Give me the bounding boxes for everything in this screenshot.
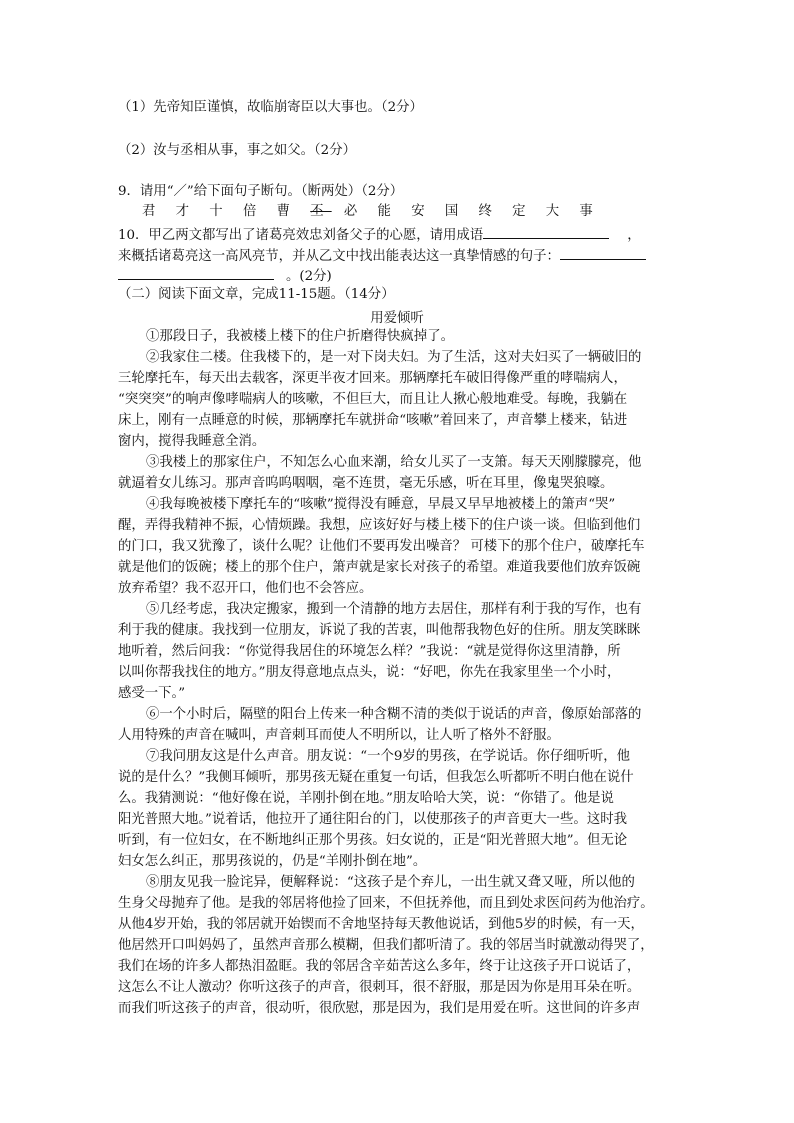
article-line: 的门口，我又犹豫了，谈什么呢？让他们不要再发出噪音？ 可楼下的那个住户，破摩托车: [118, 539, 645, 554]
question-10-text-c: 。(2分): [286, 269, 332, 284]
article-line: 这怎么不让人激动？你听这孩子的声音，很刺耳，很不舒服，那是因为你是用耳朵在听。: [118, 980, 641, 995]
article-line: 感受一下。”: [118, 686, 186, 701]
article-line: 醒，弄得我精神不振，心情烦躁。我想，应该好好与楼上楼下的住户谈一谈。但临到他们: [118, 518, 641, 533]
sentence-part-2: 必 能 安 国 终 定 大 事: [343, 204, 601, 219]
article-line: 利于我的健康。我找到一位朋友，诉说了我的苦衷，叫他帮我物色好的住所。朋友笑眯眯: [118, 623, 641, 638]
article-line: 窗内，搅得我睡意全消。: [118, 434, 266, 449]
question-10-line-1: [118, 224, 641, 245]
article-line: 就逼着女儿练习。那声音呜呜咽咽，毫不连贯，毫无乐感，听在耳里，像鬼哭狼嚎。: [118, 476, 614, 491]
article-line: 生身父母抛弃了他。是我的邻居将他捡了回来，不但抚养他，而且到处求医问药为他治疗。: [118, 896, 654, 911]
article-line: 说的是什么？”我侧耳倾听，那男孩无疑在重复一句话，但我怎么听都听不明白他在说什: [118, 770, 634, 785]
article-title: 用爱倾听: [370, 311, 424, 326]
question-10-text-a: 10．甲乙两文都写出了诸葛亮效忠刘备父子的心愿，请用成语: [118, 228, 484, 243]
article-line: 床上，刚有一点睡意的时候，那辆摩托车就拼命“咳嗽”着回来了，声音攀上楼来，钻进: [118, 413, 628, 428]
section-2-heading: （二）阅读下面文章，完成11-15题。（14分）: [118, 287, 395, 302]
question-9: 9．请用“／”给下面句子断句。（断两处）（2分）: [118, 184, 404, 199]
article-line: 听到，有一位妇女，在不断地纠正那个男孩。妇女说的，正是“阳光普照大地”。但无论: [118, 833, 628, 848]
article-line: 么。我猜测说：“他好像在说，羊刚扑倒在地。”朋友哈哈大笑，说：“你错了。他是说: [118, 791, 614, 806]
article-line: 妇女怎么纠正，那男孩说的，仍是“羊刚扑倒在地”。: [118, 854, 427, 869]
question-9-sentence: [142, 203, 601, 221]
article-line: ⑤几经考虑，我决定搬家，搬到一个清静的地方去居住，那样有利于我的写作，也有: [146, 602, 642, 617]
article-line: ④我每晚被楼下摩托车的“咳嗽”搅得没有睡意，早晨又早早地被楼上的箫声“哭”: [146, 497, 616, 512]
article-line: 他居然开口叫妈妈了，虽然声音那么模糊，但我们都听清了。我的邻居当时就激动得哭了，: [118, 938, 654, 953]
article-line: ③我楼上的那家住户，不知怎么心血来潮，给女儿买了一支箫。每天天刚朦朦亮，他: [146, 455, 642, 470]
article-line: “突突突”的响声像哮喘病人的咳嗽，不但巨大，而且让人揪心般地难受。每晚，我躺在: [118, 392, 628, 407]
article-line: 从他4岁开始，我的邻居就开始锲而不舍地坚持每天教他说话，到他5岁的时候，有一天，: [118, 917, 644, 932]
question-10-comma: ，: [627, 228, 641, 243]
question-10-line-3: [118, 265, 332, 286]
sentence-part-1: 君 才 十 倍 曹: [142, 204, 298, 219]
article-line: ⑥一个小时后，隔壁的阳台上传来一种含糊不清的类似于说话的声音，像原始部落的: [146, 707, 642, 722]
article-line: 放弃希望？我不忍开口，他们也不会答应。: [118, 581, 373, 596]
article-line: 而我们听这孩子的声音，很动听，很欣慰，那是因为，我们是用爱在听。这世间的许多声: [118, 1001, 641, 1016]
article-line: 以叫你帮我找住的地方。”朋友得意地点点头，说：“好吧，你先在我家里坐一个小时，: [118, 665, 621, 680]
article-line: ⑧朋友见我一脸诧异，便解释说：“这孩子是个弃儿，一出生就又聋又哑，所以他的: [146, 875, 635, 890]
answer-blank-sentence-b[interactable]: [118, 265, 274, 280]
sentence-char-pi: 丕: [310, 204, 332, 219]
question-10-line-2: [118, 245, 646, 266]
article-line: ①那段日子，我被楼上楼下的住户折磨得快疯掉了。: [146, 329, 454, 344]
article-line: 地听着，然后问我：“你觉得我居住的环境怎么样？”我说：“就是觉得你这里清静，所: [118, 644, 621, 659]
answer-blank-idiom[interactable]: [483, 224, 609, 239]
answer-blank-sentence-a[interactable]: [560, 245, 646, 260]
article-line: 三轮摩托车，每天出去载客，深更半夜才回来。那辆摩托车破旧得像严重的哮喘病人，: [118, 371, 627, 386]
article-line: ⑦我问朋友这是什么声音。朋友说：“一个9岁的男孩，在学说话。你仔细听听，他: [146, 749, 631, 764]
question-8-item-1: （1）先帝知臣谨慎，故临崩寄臣以大事也。（2分）: [118, 100, 423, 115]
article-line: 阳光普照大地。”说着话，他拉开了通往阳台的门，以使那孩子的声音更大一些。这时我: [118, 812, 627, 827]
article-line: 就是他们的饭碗；楼上的那个住户，箫声就是家长对孩子的希望。难道我要他们放弃饭碗: [118, 560, 641, 575]
article-line: 人用特殊的声音在喊叫，声音刺耳而使人不明所以，让人听了格外不舒服。: [118, 728, 560, 743]
question-8-item-2: （2）汝与丞相从事，事之如父。（2分）: [118, 143, 356, 158]
article-line: ②我家住二楼。住我楼下的，是一对下岗夫妇。为了生活，这对夫妇买了一辆破旧的: [146, 350, 642, 365]
article-line: 我们在场的许多人都热泪盈眶。我的邻居含辛茹苦这么多年，终于让这孩子开口说话了，: [118, 959, 641, 974]
question-10-text-b: 来概括诸葛亮这一高风亮节，并从乙文中找出能表达这一真挚情感的句子：: [118, 249, 560, 264]
